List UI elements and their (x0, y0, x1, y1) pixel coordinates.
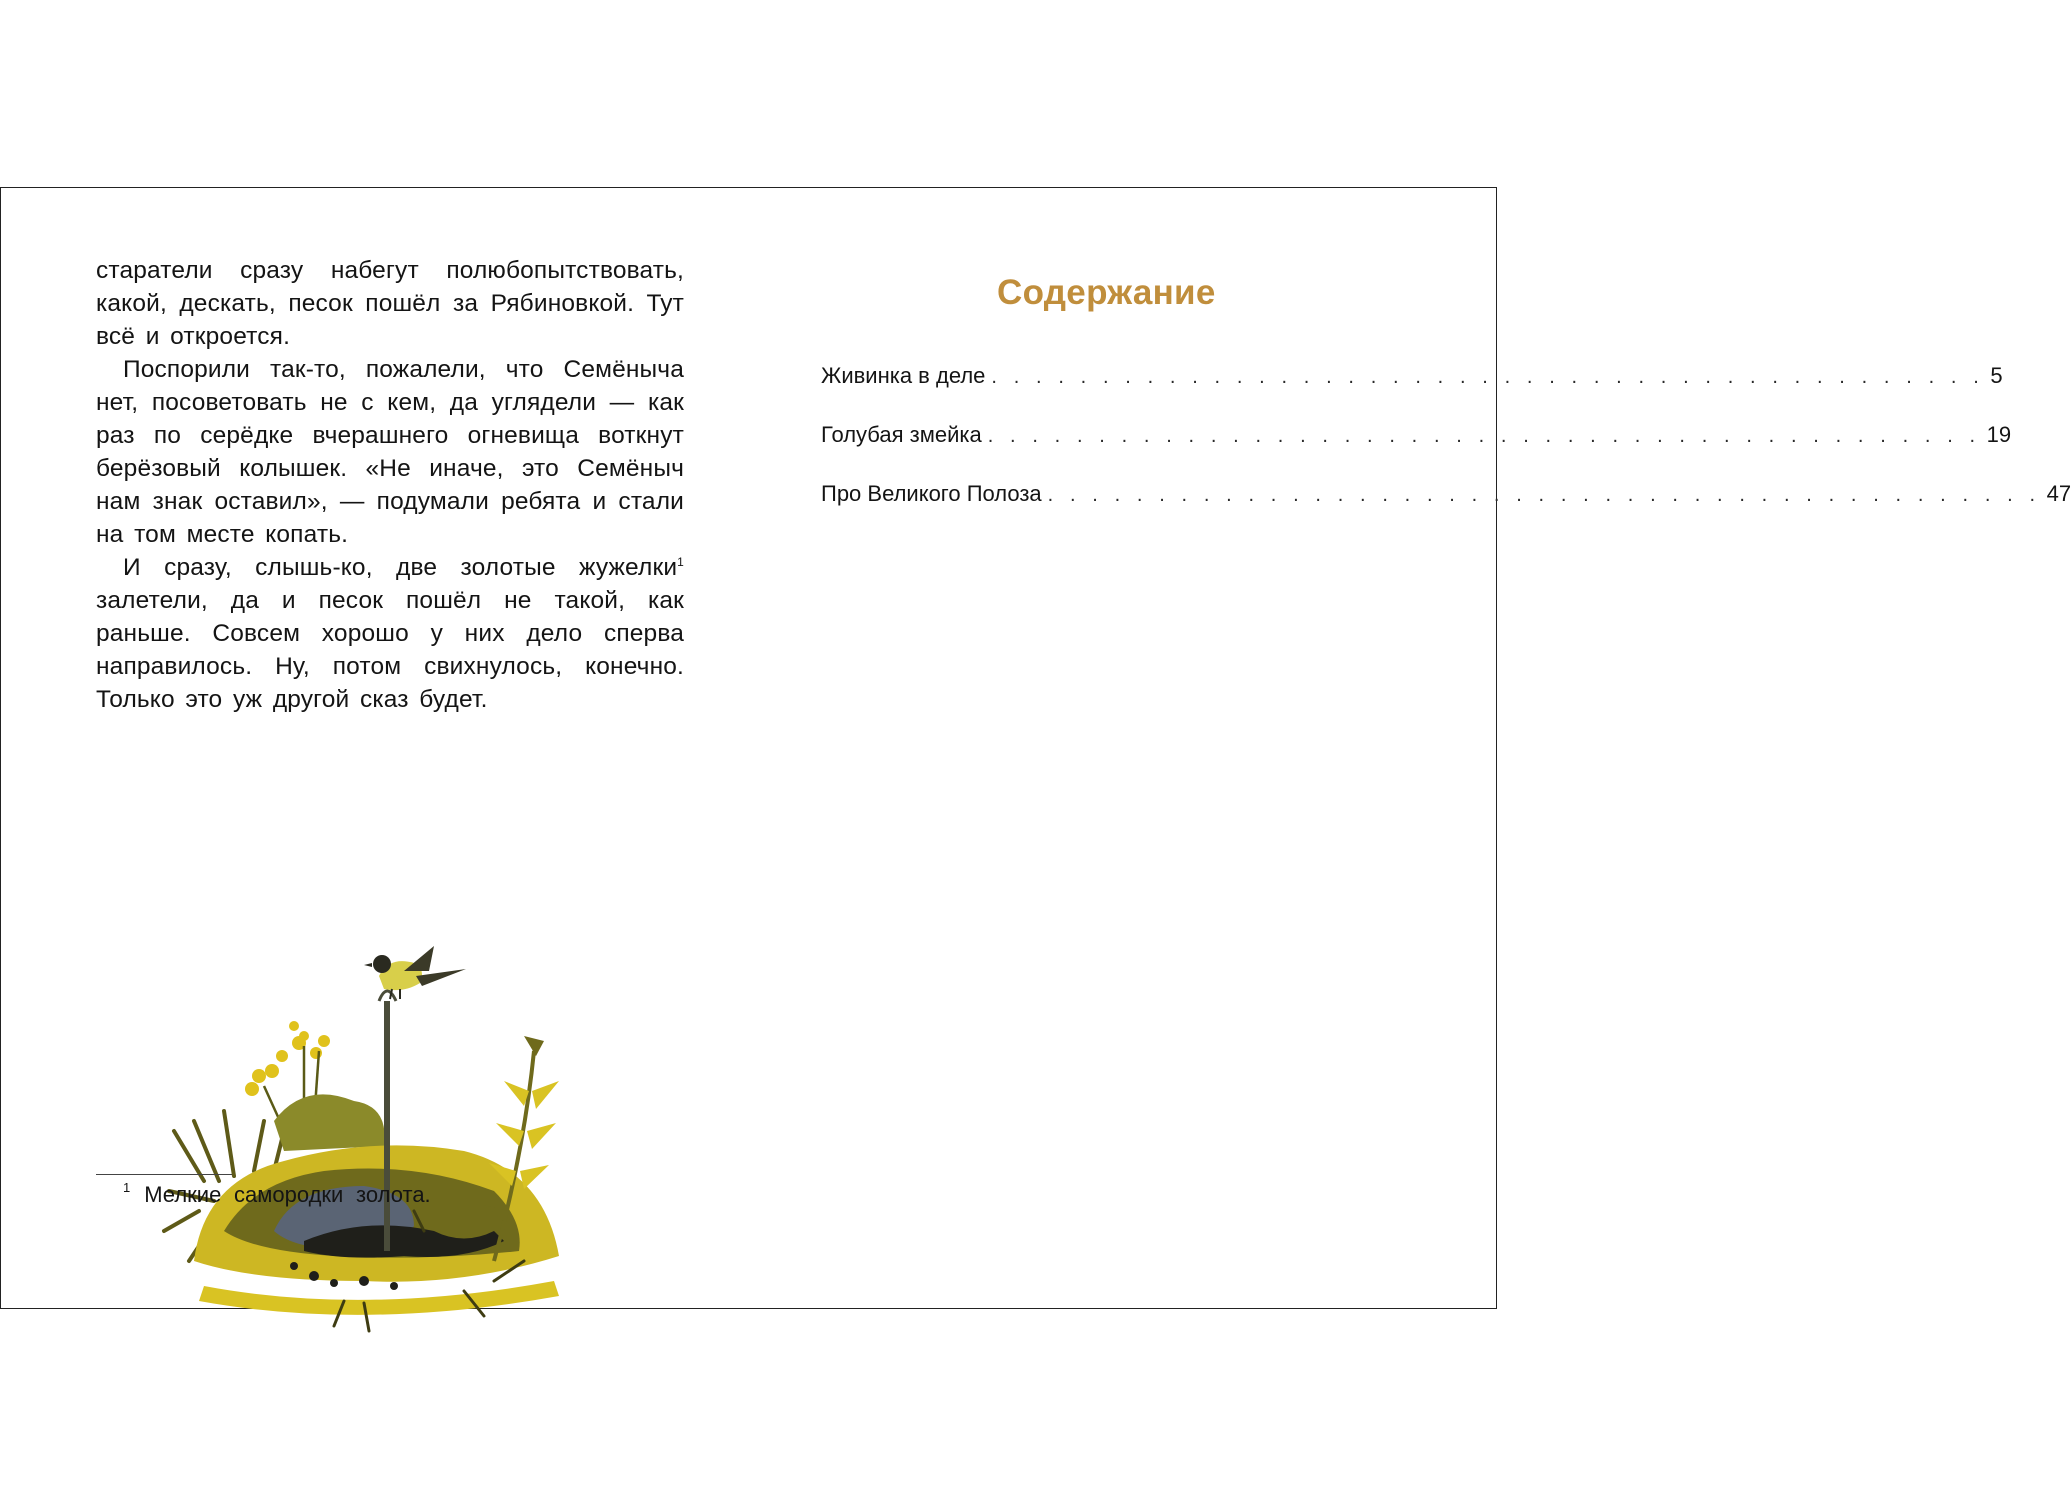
toc-leader-dots: . . . . . . . . . . . . . . . . . . . . . . . . . . . . . . . . . . . . . . . . . . . . . (987, 425, 1981, 447)
toc-entry-label: Живинка в деле (821, 363, 986, 388)
toc-leader-dots: . . . . . . . . . . . . . . . . . . . . . . . . . . . . . . . . . . . . . . . . . . . . . (1047, 484, 2041, 506)
toc-entry-page: 47 (2046, 481, 2071, 506)
footnote-number: 1 (123, 1180, 131, 1195)
footnote-marker: 1 (677, 555, 684, 569)
illustration-bird-on-stake (164, 931, 564, 1336)
footnote-divider (96, 1174, 232, 1175)
paragraph: старатели сразу набегут полюбопытствовать, какой, дескать, песок пошёл за Рябиновкой. Тут всё и откроется. (96, 257, 684, 350)
paragraph-text: И сразу, слышь-ко, две золотые жужелки (123, 554, 678, 581)
table-of-contents (821, 363, 2071, 540)
toc-leader-dots: . . . . . . . . . . . . . . . . . . . . . . . . . . . . . . . . . . . . . . . . . . . . . (991, 366, 1985, 388)
paragraph (96, 551, 684, 716)
illustration-drawing (164, 931, 564, 1336)
book-spread (0, 187, 2071, 1309)
toc-title: Содержание (997, 273, 1216, 312)
toc-entry[interactable] (821, 363, 2003, 422)
toc-entry-page: 5 (1990, 363, 2003, 388)
footnote-text: Мелкие самородки золота. (144, 1182, 431, 1207)
toc-entry-label: Голубая змейка (821, 422, 982, 447)
toc-entry-label: Про Великого Полоза (821, 481, 1042, 506)
paragraph-text: залетели, да и песок пошёл не такой, как раньше. Совсем хорошо у них дело сперва направилось. Ну, потом свихнулось, конечно. Только это уж другой сказ будет. (96, 587, 684, 713)
ground-strip (199, 1281, 559, 1315)
wooden-stake (384, 1001, 390, 1251)
bush (274, 1094, 385, 1151)
bird-icon (364, 946, 466, 999)
toc-entry[interactable] (821, 422, 2012, 481)
stake-top (379, 991, 396, 1001)
footnote (123, 1182, 431, 1208)
paragraph: Поспорили так-то, пожалели, что Семёныча нет, посоветовать не с кем, да углядели — как раз по серёдке вчерашнего огневища воткнут берёзовый колышек. «Не иначе, это Семёныч нам знак оставил», — подумали ребята и стали на том месте копать. (96, 356, 684, 548)
left-page-text (96, 254, 684, 716)
toc-entry[interactable] (821, 481, 2071, 540)
toc-entry-page: 19 (1986, 422, 2012, 447)
